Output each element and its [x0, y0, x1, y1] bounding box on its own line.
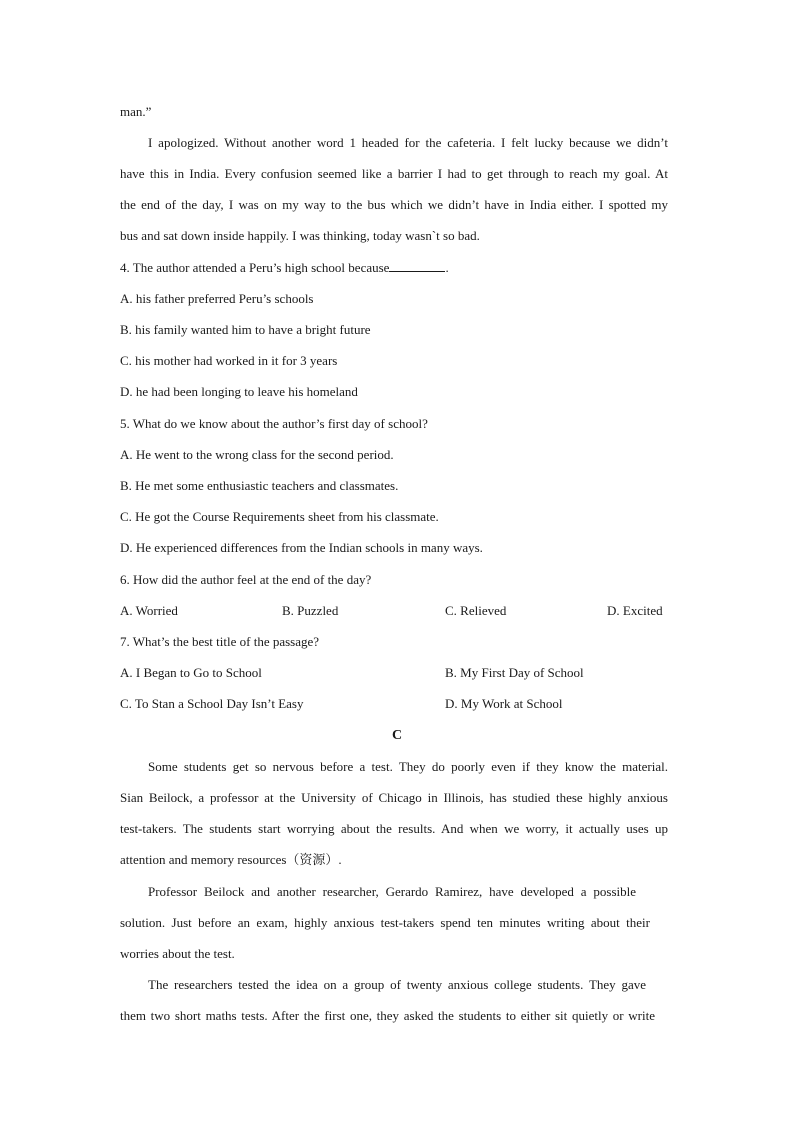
question-5-stem: 5. What do we know about the author’s first day of school?	[120, 416, 428, 431]
passage-line: test-takers. The students start worrying about the results. And when we worry, it actually uses up	[120, 821, 668, 836]
passage-line: The researchers tested the idea on a group of twenty anxious college students. They gave	[148, 977, 646, 992]
question-stem-end: .	[445, 260, 449, 275]
question-4-option-a: A. his father preferred Peru’s schools	[120, 291, 314, 306]
passage-line: worries about the test.	[120, 946, 235, 961]
question-7-option-c: C. To Stan a School Day Isn’t Easy	[120, 696, 304, 711]
question-6-option-b: B. Puzzled	[282, 603, 339, 618]
question-7-option-d: D. My Work at School	[445, 696, 563, 711]
question-4-option-b: B. his family wanted him to have a bright future	[120, 322, 371, 337]
question-7-option-a: A. I Began to Go to School	[120, 665, 262, 680]
passage-line: I apologized. Without another word 1 headed for the cafeteria. I felt lucky because we didn’t	[148, 135, 668, 150]
question-7-stem: 7. What’s the best title of the passage?	[120, 634, 320, 649]
passage-line: them two short maths tests. After the first one, they asked the students to either sit quietly or write	[120, 1008, 655, 1023]
question-4-option-c: C. his mother had worked in it for 3 years	[120, 353, 338, 368]
passage-line: Some students get so nervous before a test. They do poorly even if they know the material.	[148, 759, 668, 774]
question-5-option-c: C. He got the Course Requirements sheet from his classmate.	[120, 509, 439, 524]
passage-line: the end of the day, I was on my way to the bus which we didn’t have in India either. I spotted my	[120, 197, 668, 212]
answer-blank	[389, 259, 445, 272]
section-heading: C	[391, 728, 403, 743]
question-5-option-b: B. He met some enthusiastic teachers and classmates.	[120, 478, 399, 493]
question-5-option-a: A. He went to the wrong class for the second period.	[120, 447, 394, 462]
passage-line: attention and memory resources（资源）.	[120, 852, 342, 867]
passage-line: have this in India. Every confusion seemed like a barrier I had to get through to reach my goal. At	[120, 166, 668, 181]
question-4-stem	[120, 259, 668, 277]
passage-line: Professor Beilock and another researcher, Gerardo Ramirez, have developed a possible	[148, 884, 636, 899]
question-7-option-b: B. My First Day of School	[445, 665, 584, 680]
passage-line: solution. Just before an exam, highly anxious test-takers spend ten minutes writing about their	[120, 915, 650, 930]
question-6-option-a: A. Worried	[120, 603, 178, 618]
passage-line: Sian Beilock, a professor at the University of Chicago in Illinois, has studied these highly anxious	[120, 790, 668, 805]
passage-line: man.”	[120, 104, 152, 119]
question-stem-text: 4. The author attended a Peru’s high school because	[120, 260, 390, 275]
passage-line: bus and sat down inside happily. I was thinking, today wasn`t so bad.	[120, 228, 480, 243]
question-6-stem: 6. How did the author feel at the end of the day?	[120, 572, 372, 587]
question-5-option-d: D. He experienced differences from the Indian schools in many ways.	[120, 540, 483, 555]
question-6-option-c: C. Relieved	[445, 603, 507, 618]
question-6-option-d: D. Excited	[607, 603, 663, 618]
question-4-option-d: D. he had been longing to leave his homeland	[120, 384, 358, 399]
